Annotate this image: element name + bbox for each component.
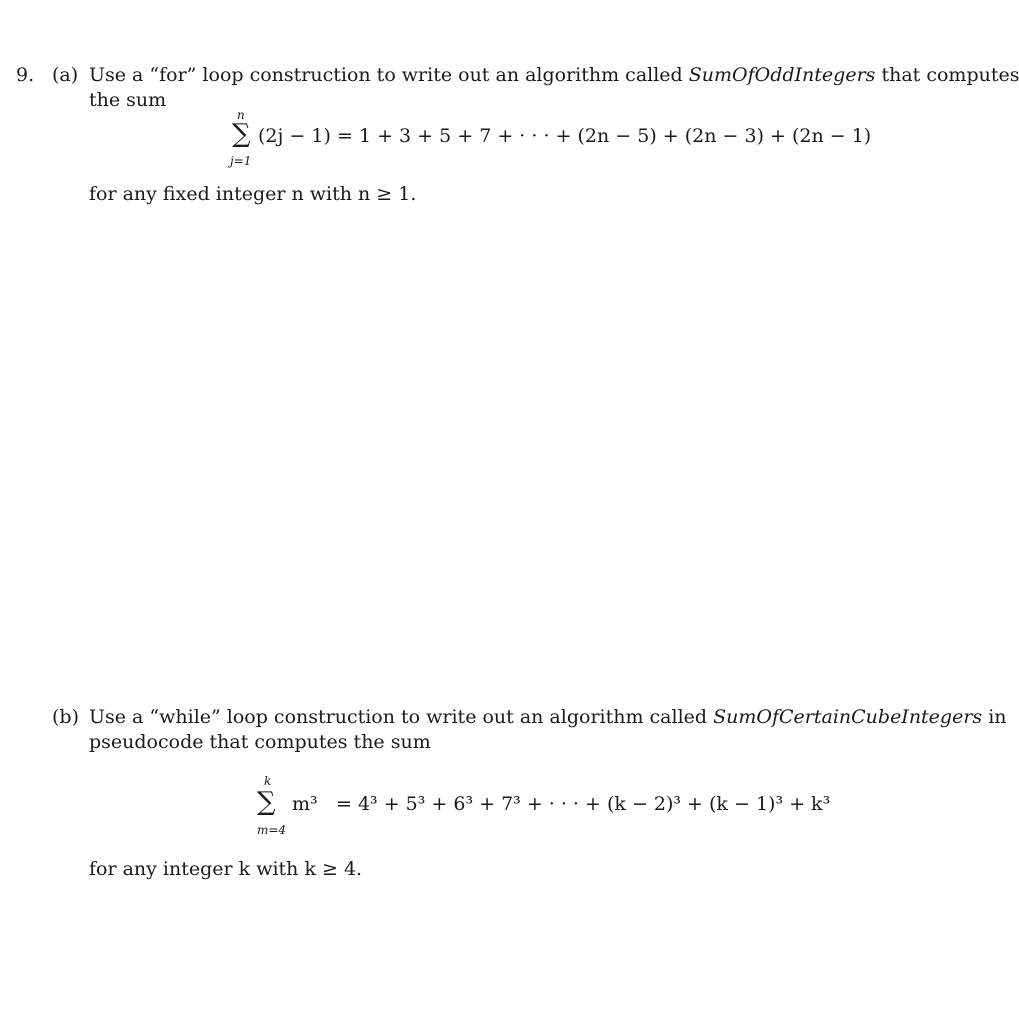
part-b-condition: for any integer k with k ≥ 4. xyxy=(89,858,363,880)
part-b-line2: pseudocode that computes the sum xyxy=(89,731,431,753)
part-a-condition: for any fixed integer n with n ≥ 1. xyxy=(89,183,417,205)
part-b-line1 xyxy=(89,705,1007,729)
part-b-intro-text: Use a “while” loop construction to write out an algorithm called xyxy=(89,706,708,728)
part-b-sum-lower: m=4 xyxy=(257,823,287,837)
part-a-expansion: = 1 + 3 + 5 + 7 + · · · + (2n − 5) + (2n − 3) + (2n − 1) xyxy=(337,125,872,147)
part-a-sum-upper: n xyxy=(237,108,245,122)
part-b-summand: m³ xyxy=(292,793,318,815)
part-b-line1-tail: in xyxy=(988,706,1007,728)
part-a-algorithm-name: SumOfOddIntegers xyxy=(688,64,876,86)
part-a-label: (a) xyxy=(52,64,79,86)
part-a-intro-text: Use a “for” loop construction to write out an algorithm called xyxy=(89,64,683,86)
part-a-line1-tail: that computes xyxy=(881,64,1019,86)
part-b-algorithm-name: SumOfCertainCubeIntegers xyxy=(713,706,983,728)
part-a-line1 xyxy=(89,63,1019,87)
part-a-sigma: ∑ xyxy=(232,119,251,149)
part-b-sum-upper: k xyxy=(264,774,272,788)
problem-number: 9. xyxy=(16,64,35,86)
part-a-line2: the sum xyxy=(89,89,167,111)
part-a-summand: (2j − 1) xyxy=(258,125,331,147)
part-b-expansion: = 4³ + 5³ + 6³ + 7³ + · · · + (k − 2)³ + (k − 1)³ + k³ xyxy=(336,793,831,815)
part-b-sigma: ∑ xyxy=(257,787,276,817)
part-b-label: (b) xyxy=(52,706,79,728)
part-a-sum-lower: j=1 xyxy=(230,154,252,168)
